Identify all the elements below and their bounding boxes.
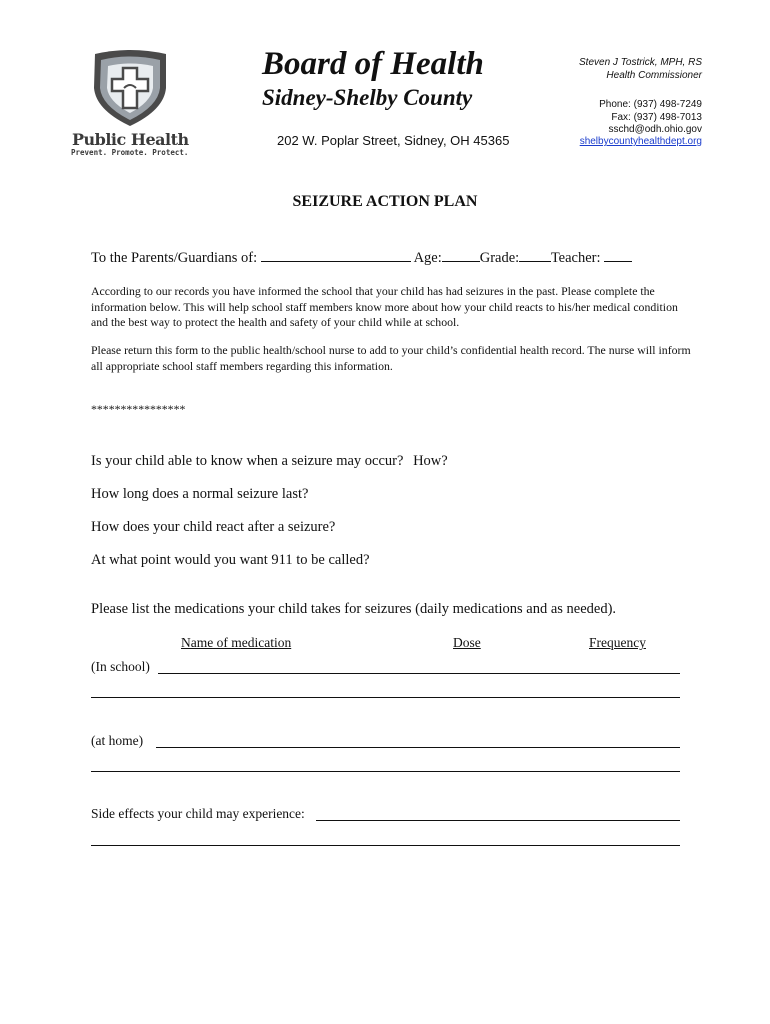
grade-field[interactable]	[519, 248, 551, 262]
question-1a: Is your child able to know when a seizure may occur?	[91, 453, 404, 469]
at-home-field[interactable]	[156, 747, 680, 748]
side-effects-label: Side effects your child may experience:	[91, 806, 305, 821]
page-subtitle: Sidney-Shelby County	[262, 85, 473, 110]
parents-label: To the Parents/Guardians of:	[91, 250, 258, 266]
website-link[interactable]: shelbycountyhealthdept.org	[579, 136, 702, 147]
teacher-label: Teacher:	[550, 250, 601, 266]
teacher-field[interactable]	[604, 248, 632, 262]
medications-prompt: Please list the medications your child takes for seizures (daily medications and as needed).	[91, 601, 617, 617]
question-1b: How?	[413, 453, 448, 469]
column-frequency: Frequency	[589, 635, 646, 650]
logo-tagline: Prevent. Promote. Protect.	[71, 148, 189, 157]
fax-number: Fax: (937) 498-7013	[611, 112, 702, 123]
question-call-911: At what point would you want 911 to be called?	[91, 552, 370, 568]
side-effects-field[interactable]	[316, 820, 680, 821]
question-seizure-awareness	[91, 453, 448, 470]
office-address: 202 W. Poplar Street, Sidney, OH 45365	[277, 133, 510, 148]
question-seizure-duration: How long does a normal seizure last?	[91, 486, 309, 502]
shield-cross-icon	[68, 48, 193, 130]
at-home-field-2[interactable]	[91, 771, 680, 772]
email-address: sschd@odh.ohio.gov	[608, 124, 702, 135]
in-school-field[interactable]	[158, 673, 680, 674]
form-title: SEIZURE ACTION PLAN	[292, 193, 478, 210]
intro-paragraph: According to our records you have informed the school that your child has had seizures in the past. Please complete the information below. This will help school staff members know more about how your child reacts to his/her medical condition and the best way to protect the health and safety of your child while at school.	[91, 284, 678, 329]
separator: ****************	[91, 402, 186, 416]
commissioner-title: Health Commissioner	[606, 70, 702, 81]
question-post-seizure: How does your child react after a seizure?	[91, 519, 336, 535]
page-title: Board of Health	[262, 46, 484, 82]
logo-name: Public Health	[72, 130, 189, 149]
age-label: Age:	[413, 250, 442, 266]
in-school-field-2[interactable]	[91, 697, 680, 698]
return-paragraph: Please return this form to the public health/school nurse to add to your child’s confidential health record. The nurse will inform all appropriate school staff members regarding this information.	[91, 343, 691, 373]
column-medication-name: Name of medication	[181, 635, 292, 650]
phone-number: Phone: (937) 498-7249	[599, 99, 702, 110]
public-health-logo	[68, 48, 193, 160]
age-field[interactable]	[442, 248, 480, 262]
in-school-label: (In school)	[91, 659, 150, 674]
website-link-wrap	[580, 136, 702, 148]
side-effects-field-2[interactable]	[91, 845, 680, 846]
at-home-label: (at home)	[91, 733, 144, 748]
column-dose: Dose	[453, 635, 481, 650]
grade-label: Grade:	[479, 250, 520, 266]
parents-line	[91, 248, 632, 267]
child-name-field[interactable]	[261, 248, 411, 262]
commissioner-name: Steven J Tostrick, MPH, RS	[579, 57, 702, 68]
